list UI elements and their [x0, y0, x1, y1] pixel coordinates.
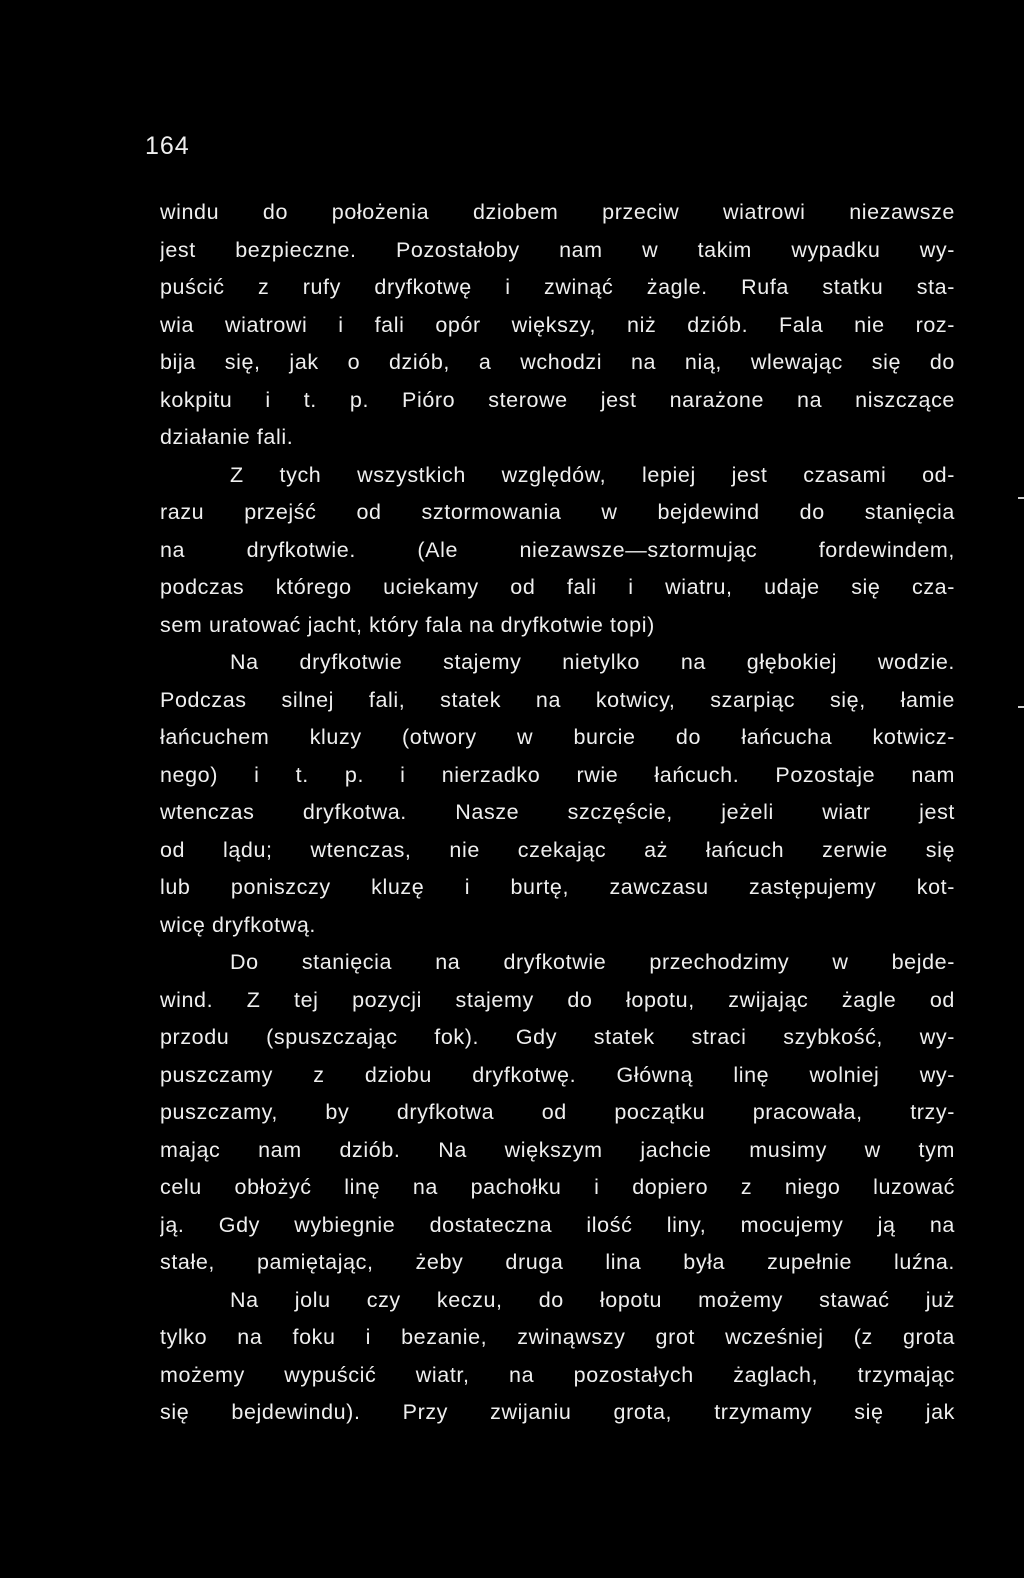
- page-number: 164: [145, 132, 190, 160]
- text-line: kokpitu i t. p. Pióro sterowe jest narażone na niszczące: [160, 387, 955, 412]
- text-line: nego) i t. p. i nierzadko rwie łańcuch. Pozostaje nam: [160, 762, 955, 787]
- text-line: od lądu; wtenczas, nie czekając aż łańcuch zerwie się: [160, 837, 955, 862]
- text-line: sem uratować jacht, który fala na dryfkotwie topi): [160, 612, 655, 637]
- text-line: na dryfkotwie. (Ale niezawsze—sztormując fordewindem,: [160, 537, 955, 562]
- text-line: wtenczas dryfkotwa. Nasze szczęście, jeżeli wiatr jest: [160, 800, 955, 824]
- text-line: możemy wypuścić wiatr, na pozostałych żaglach, trzymając: [160, 1362, 955, 1387]
- text-line: mając nam dziób. Na większym jachcie musimy w tym: [160, 1137, 955, 1162]
- text-line: tylko na foku i bezanie, zwinąwszy grot wcześniej (z grota: [160, 1325, 955, 1349]
- text-line: Z tych wszystkich względów, lepiej jest czasami od-: [230, 462, 955, 487]
- text-line: celu obłożyć linę na pachołku i dopiero z niego luzować: [160, 1175, 955, 1199]
- text-line: Na dryfkotwie stajemy nietylko na głębokiej wodzie.: [230, 650, 955, 674]
- text-line: Podczas silnej fali, statek na kotwicy, szarpiąc się, łamie: [160, 687, 955, 712]
- text-line: wicę dryfkotwą.: [160, 912, 316, 937]
- text-line: stałe, pamiętając, żeby druga lina była zupełnie luźna.: [160, 1250, 955, 1274]
- text-line: podczas którego uciekamy od fali i wiatru, udaje się cza-: [160, 575, 955, 599]
- text-line: windu do położenia dziobem przeciw wiatrowi niezawsze: [160, 200, 955, 224]
- text-line: puścić z rufy dryfkotwę i zwinąć żagle. Rufa statku sta-: [160, 275, 955, 299]
- text-line: przodu (spuszczając fok). Gdy statek straci szybkość, wy-: [160, 1025, 955, 1049]
- text-line: Do stanięcia na dryfkotwie przechodzimy w bejde-: [230, 950, 955, 974]
- text-line: się bejdewindu). Przy zwijaniu grota, trzymamy się jak: [160, 1400, 955, 1424]
- text-line: działanie fali.: [160, 425, 294, 449]
- text-line: puszczamy z dziobu dryfkotwę. Główną linę wolniej wy-: [160, 1062, 955, 1087]
- text-line: Na jolu czy keczu, do łopotu możemy stawać już: [230, 1287, 955, 1312]
- text-line: jest bezpieczne. Pozostałoby nam w takim wypadku wy-: [160, 237, 955, 262]
- page-edge-mark: [1018, 497, 1024, 499]
- text-line: ją. Gdy wybiegnie dostateczna ilość liny, mocujemy ją na: [160, 1212, 955, 1237]
- text-line: łańcuchem kluzy (otwory w burcie do łańcucha kotwicz-: [160, 725, 955, 749]
- text-line: wia wiatrowi i fali opór większy, niż dziób. Fala nie roz-: [160, 312, 955, 337]
- text-line: wind. Z tej pozycji stajemy do łopotu, zwijając żagle od: [160, 987, 955, 1012]
- page-edge-mark: [1018, 706, 1024, 708]
- text-line: razu przejść od sztormowania w bejdewind do stanięcia: [160, 500, 955, 524]
- text-line: lub poniszczy kluzę i burtę, zawczasu zastępujemy kot-: [160, 875, 955, 899]
- text-line: puszczamy, by dryfkotwa od początku pracowała, trzy-: [160, 1100, 955, 1124]
- page-body-text: [160, 194, 955, 1432]
- text-line: bija się, jak o dziób, a wchodzi na nią, wlewając się do: [160, 350, 955, 374]
